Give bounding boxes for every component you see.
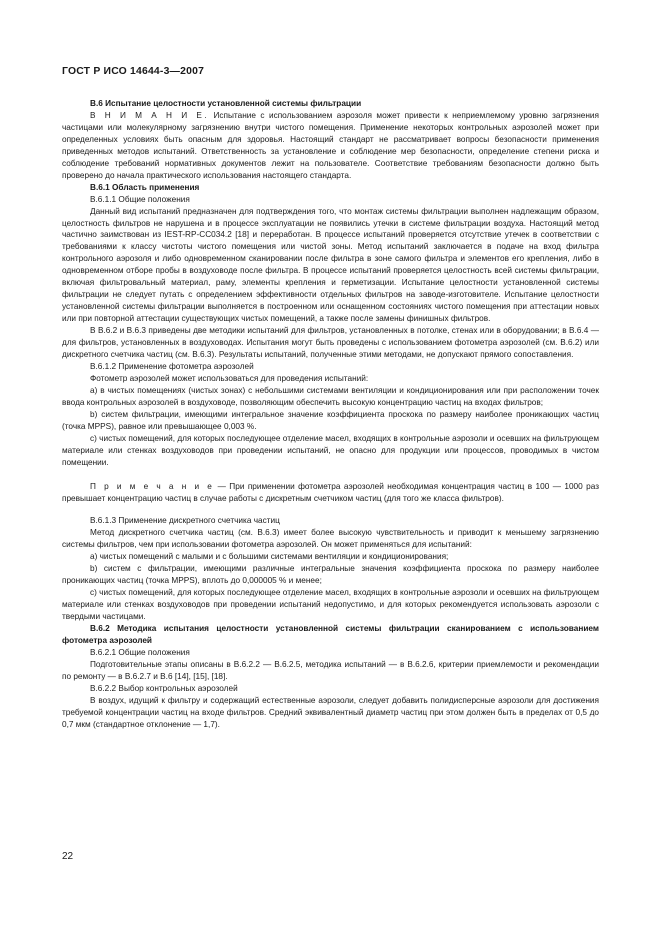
warning-paragraph [62,110,599,182]
note-label: П р и м е ч а н и е [90,481,215,491]
note-text: — При применении фотометра аэрозолей необходимая концентрация частиц в 100 — 1000 раз превышает концентрацию частиц в случае работы с дискретным счетчиком частиц (для того же класса фильтров). [62,481,599,503]
list-item: а) чистых помещений с малыми и с большими системами вентиляции и кондиционирования; [90,552,449,562]
page-header: ГОСТ Р ИСО 14644-3—2007 [62,66,205,77]
subsection-heading: В.6.2 Методика испытания целостности установленной системы фильтрации сканированием с использованием фотометра аэрозолей [62,624,599,645]
body-paragraph: Метод дискретного счетчика частиц (см. В.6.3) имеет более высокую чувствительность и приводит к меньшему загрязнению системы фильтров, чем при использовании фотометра аэрозолей. Он может применяться для испытаний: [62,528,599,550]
section-heading: В.6 Испытание целостности установленной системы фильтрации [90,99,362,108]
list-item: с) чистых помещений, для которых последующее отделение масел, входящих в контрольные аэрозоли и осевших на фильтрующем материале или стенках воздуховодов при проведении испытаний недопустимо, и для которых рекомендуется использовать аэрозоли с твердыми частицами. [62,588,599,622]
body-paragraph: В воздух, идущий к фильтру и содержащий естественные аэрозоли, следует добавить полидисперсные аэрозоли для достижения требуемой концентрации частиц на входе фильтров. Средний эквивалентный диаметр частиц при этом должен быть в пределах от 0,5 до 0,7 мкм (стандартное отклонение — 1,7). [62,695,599,729]
list-item: а) в чистых помещениях (чистых зонах) с небольшими системами вентиляции и кондиционирования или при расположении точек ввода контрольных аэрозолей в воздуховоде, позволяющим обеспечить высокую концентрацию частиц на входах фильтров; [62,385,599,407]
body-paragraph: Данный вид испытаний предназначен для подтверждения того, что монтаж системы фильтрации выполнен надлежащим образом, целостность фильтров не нарушена и в процессе эксплуатации не появились утечки в системе фильтрации воздуха. Настоящий метод частично заимствован из IEST-RP-CC034.2 [18] и переработан. В процессе испытаний проверяется отсутствие утечек в соответствии с требованиями к классу чистоты чистого помещения или чистой зоны. Метод испытаний заключается в подаче на вход фильтра контрольного аэрозоля и либо одновременном сканировании после фильтра в зоне самого фильтра и элементов его крепления, либо в одновременном отборе пробы в воздуховоде после фильтра. В процессе испытаний проверяется целостность всей системы фильтрации, включая фильтровальный материал, раму, элементы крепления и герметизации. Испытание целостности установленной системы фильтрации не следует путать с определением эффективности отдельных фильтров на заводе-изготовителе. Испытание целостности установленной системы фильтрации выполняется в построенном или оснащенном состояниях чистого помещения при аттестации новых или при повторной аттестации существующих чистых помещений, а также после замены финишных фильтров. [62,206,599,324]
clause-heading: В.6.1.1 Общие положения [90,194,190,204]
list-item: с) чистых помещений, для которых последующее отделение масел, входящих в контрольные аэрозоли и осевших на фильтрующем материале или стенках воздуховодов при проведении испытаний, не опасно для продукции или процессов, проводимых в чистом помещении. [62,433,599,467]
warning-text: Испытание с использованием аэрозоля может привести к неприемлемому уровню загрязнения частицами или молекулярному загрязнению внутри чистого помещения. Применение некоторых контрольных аэрозолей может при определенных условиях быть опасным для здоровья. Настоящий стандарт не рассматривает вопросы безопасности применения приведенных методов испытаний. Ответственность за установление и соблюдение мер безопасности, определение степени риска и соблюдение требований нормативных документов лежит на пользователе. Соответствие требованиям безопасности должно быть проверено до начала практического использования настоящего стандарта. [62,110,599,180]
clause-heading: В.6.2.1 Общие положения [90,647,190,657]
subsection-heading: В.6.1 Область применения [90,182,200,192]
body-paragraph: Подготовительные этапы описаны в В.6.2.2 — В.6.2.5, методика испытаний — в В.6.2.6, критерии приемлемости и рекомендации по ремонту — в В.6.2.7 и В.6 [14], [15], [18]. [62,659,599,681]
warning-label: В Н И М А Н И Е. [90,110,210,120]
body-paragraph: В В.6.2 и В.6.3 приведены две методики испытаний для фильтров, установленных в потолке, стенах или в оборудовании; в В.6.4 — для фильтров, установленных в воздуховодах. Испытания могут быть проведены с использованием фотометра аэрозолей (см. В.6.2) или дискретного счетчика частиц (см. В.6.3). Результаты испытаний, полученные этими методами, не допускают прямого сопоставления. [62,326,599,360]
page-content [62,98,599,731]
note-paragraph [62,481,599,505]
body-paragraph: Фотометр аэрозолей может использоваться для проведения испытаний: [90,373,369,383]
clause-heading: В.6.1.2 Применение фотометра аэрозолей [90,361,254,371]
clause-heading: В.6.2.2 Выбор контрольных аэрозолей [90,683,238,693]
page-number: 22 [62,851,74,862]
list-item: b) систем фильтрации, имеющими интегральное значение коэффициента проскока по размеру наиболее проникающих частиц (точка MPPS), равное или превышающее 0,003 %. [62,409,599,431]
clause-heading: В.6.1.3 Применение дискретного счетчика частиц [90,516,280,526]
list-item: b) систем с фильтрации, имеющими различные интегральные значения коэффициента проскока по размеру наиболее проникающих частиц (точка MPPS), вплоть до 0,000005 % и менее; [62,564,599,586]
